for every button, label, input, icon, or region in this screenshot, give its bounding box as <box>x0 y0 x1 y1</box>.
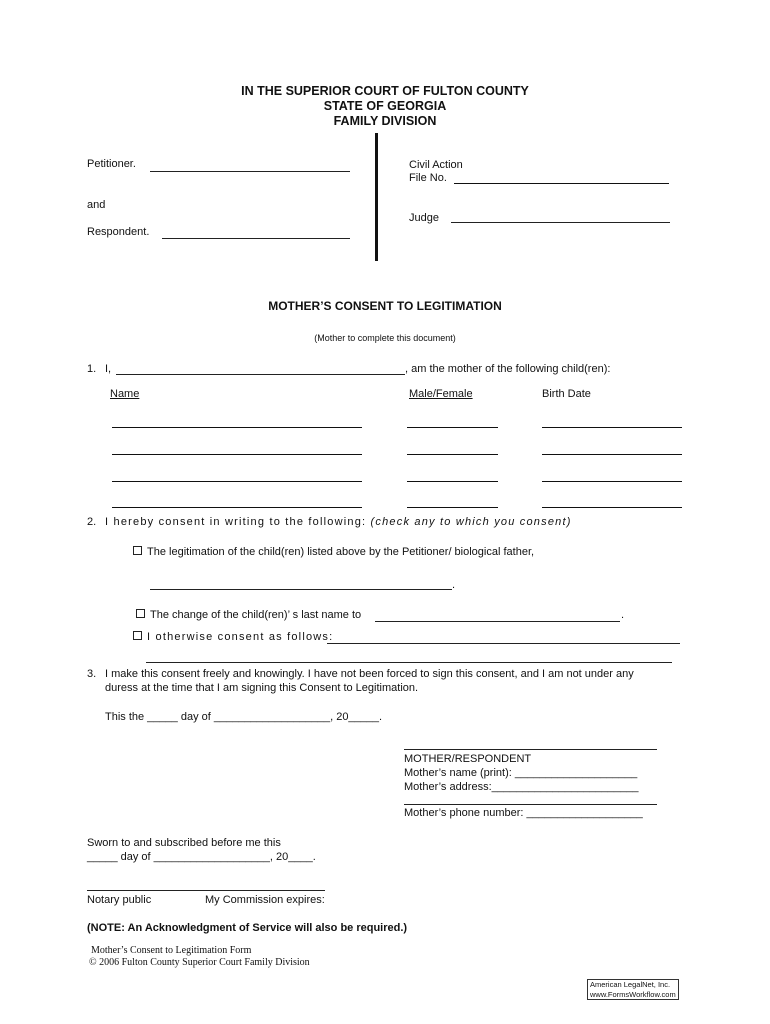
file-no-label: File No. <box>409 172 447 184</box>
judge-line[interactable] <box>451 222 670 223</box>
judge-label: Judge <box>409 212 439 224</box>
mother-name-line[interactable] <box>116 374 405 375</box>
state-name: STATE OF GEORGIA <box>323 99 447 113</box>
division-name: FAMILY DIVISION <box>333 114 437 128</box>
caption-divider <box>375 133 378 261</box>
child-sex-line-4[interactable] <box>407 507 498 508</box>
option-legitimation[interactable] <box>133 546 534 558</box>
otherwise-checkbox[interactable] <box>133 631 142 640</box>
item2-text: I hereby consent in writing to the following: <box>105 516 371 528</box>
new-last-name-line[interactable] <box>375 621 620 622</box>
acknowledgment-note: (NOTE: An Acknowledgment of Service will also be required.) <box>87 922 408 934</box>
mother-address-line-2[interactable] <box>404 804 657 805</box>
publisher-box <box>587 979 679 1000</box>
item3-line2: duress at the time that I am signing this Consent to Legitimation. <box>105 682 419 694</box>
item3-number: 3. <box>87 668 97 680</box>
father-name-line[interactable] <box>150 589 452 590</box>
item1-number: 1. <box>87 363 97 375</box>
child-sex-line-2[interactable] <box>407 454 498 455</box>
option-otherwise-label: I otherwise consent as follows: <box>147 631 334 643</box>
child-name-line-2[interactable] <box>112 454 362 455</box>
child-name-line-4[interactable] <box>112 507 362 508</box>
mother-address[interactable]: Mother’s address:________________________ <box>404 781 639 793</box>
child-birth-line-3[interactable] <box>542 481 682 482</box>
notary-public-label: Notary public <box>87 894 152 906</box>
form-name-footer: Mother’s Consent to Legitimation Form <box>91 945 252 956</box>
item1-suffix: , am the mother of the following child(ren): <box>405 363 611 375</box>
petitioner-line[interactable] <box>150 171 350 172</box>
child-sex-line-1[interactable] <box>407 427 498 428</box>
and-label: and <box>87 199 106 211</box>
otherwise-line-2[interactable] <box>146 662 672 663</box>
name-change-checkbox[interactable] <box>136 609 145 618</box>
child-name-line-1[interactable] <box>112 427 362 428</box>
option-name-change[interactable] <box>136 609 361 621</box>
notary-signature-line[interactable] <box>87 890 325 891</box>
document-title: MOTHER’S CONSENT TO LEGITIMATION <box>268 299 502 313</box>
publisher-name: American LegalNet, Inc. <box>590 980 671 989</box>
respondent-line[interactable] <box>162 238 350 239</box>
court-name: IN THE SUPERIOR COURT OF FULTON COUNTY <box>241 84 529 98</box>
item3-line1: I make this consent freely and knowingly. I have not been forced to sign this consent, and I am not under any <box>105 668 634 680</box>
child-birth-line-1[interactable] <box>542 427 682 428</box>
document-subtitle: (Mother to complete this document) <box>314 333 456 343</box>
commission-expires-label: My Commission expires: <box>205 894 325 906</box>
option-name-change-label: The change of the child(ren)’ s last name to <box>150 609 362 621</box>
option-otherwise[interactable] <box>133 631 333 643</box>
col-sex-header: Male/Female <box>409 388 473 400</box>
otherwise-line-1[interactable] <box>327 643 680 644</box>
legitimation-checkbox[interactable] <box>133 546 142 555</box>
mother-name-print[interactable]: Mother’s name (print): ____________________ <box>404 767 638 779</box>
col-name-header: Name <box>110 388 140 400</box>
civil-action-label: Civil Action <box>409 159 463 171</box>
item2-number: 2. <box>87 516 97 528</box>
option-name-change-end: . <box>621 609 625 621</box>
child-birth-line-2[interactable] <box>542 454 682 455</box>
option-legitimation-end: . <box>452 579 456 591</box>
petitioner-label: Petitioner. <box>87 158 136 170</box>
child-birth-line-4[interactable] <box>542 507 682 508</box>
copyright-footer: © 2006 Fulton County Superior Court Family Division <box>89 957 310 968</box>
item2-consent-text <box>105 516 572 528</box>
publisher-url: www.FormsWorkflow.com <box>590 990 676 999</box>
mother-phone[interactable]: Mother’s phone number: ___________________ <box>404 807 643 819</box>
respondent-label: Respondent. <box>87 226 150 238</box>
option-legitimation-label: The legitimation of the child(ren) listed above by the Petitioner/ biological father, <box>147 546 535 558</box>
mother-signature-line[interactable] <box>404 749 657 750</box>
col-birth-header: Birth Date <box>542 388 591 400</box>
sworn-text: Sworn to and subscribed before me this <box>87 837 281 849</box>
file-no-line[interactable] <box>454 183 669 184</box>
child-sex-line-3[interactable] <box>407 481 498 482</box>
consent-date-line[interactable]: This the _____ day of ___________________, 20_____. <box>105 711 383 723</box>
signature-role: MOTHER/RESPONDENT <box>404 753 532 765</box>
child-name-line-3[interactable] <box>112 481 362 482</box>
item1-prefix: I, <box>105 363 112 375</box>
notary-date-line[interactable]: _____ day of ___________________, 20____. <box>87 851 316 863</box>
item2-note: (check any to which you consent) <box>370 516 572 528</box>
